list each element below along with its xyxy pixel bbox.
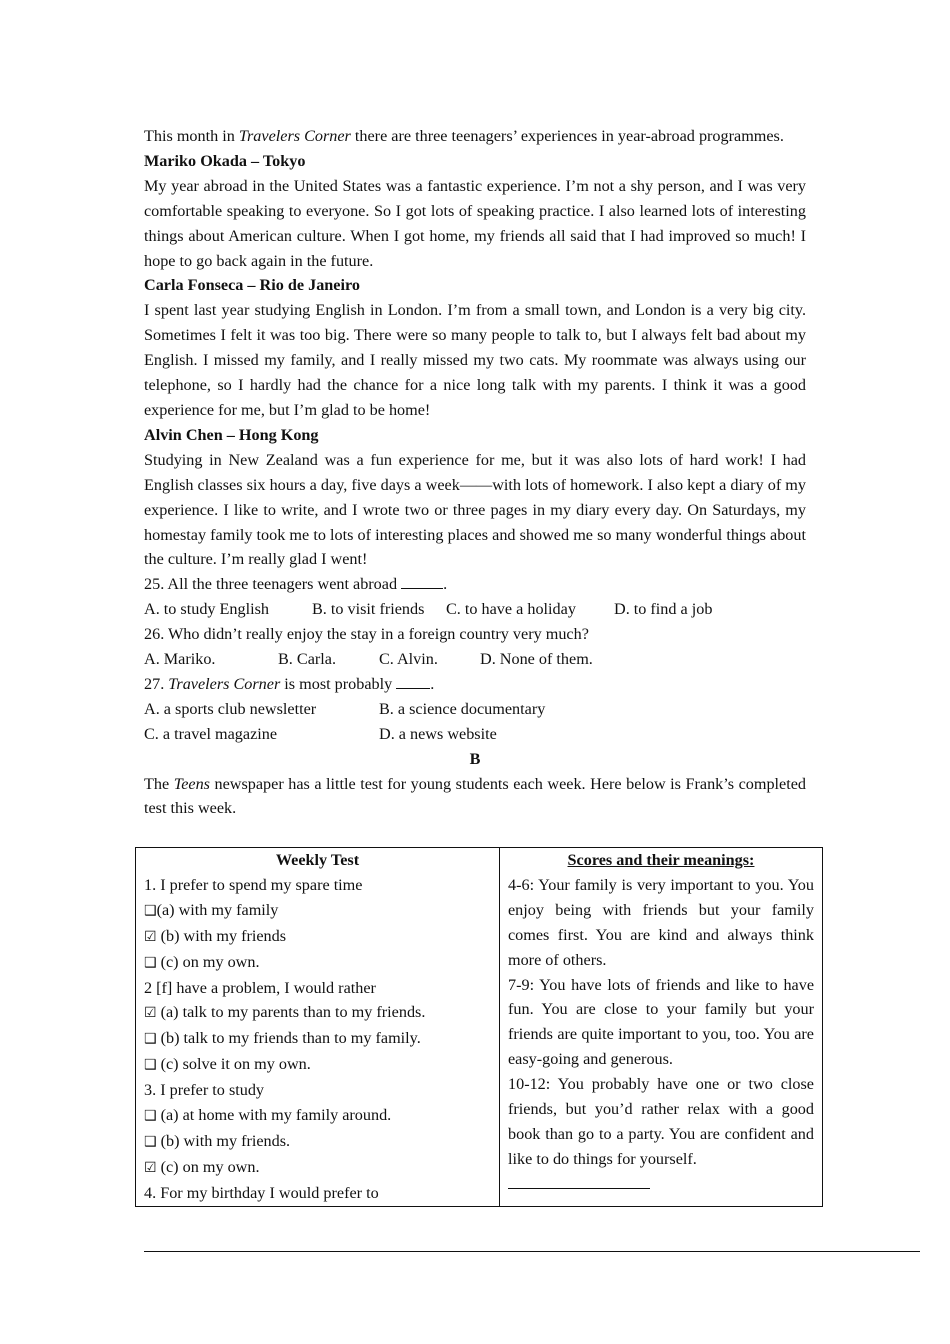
test-line-text: 3. I prefer to study xyxy=(144,1081,265,1100)
test-option xyxy=(144,1026,491,1052)
empty-box-icon[interactable]: ❑ xyxy=(144,1031,157,1048)
answer-blank xyxy=(396,674,430,689)
option-d: D. a news website xyxy=(379,724,497,743)
test-line-text: 1. I prefer to spend my spare time xyxy=(144,875,363,894)
empty-box-icon[interactable]: ❑ xyxy=(144,1133,157,1150)
question-27-options-row2 xyxy=(144,722,806,747)
test-line-text: (b) with my friends xyxy=(156,926,287,945)
option-a: A. Mariko. xyxy=(144,650,216,669)
test-line-text: (c) solve it on my own. xyxy=(156,1055,311,1074)
empty-box-icon[interactable]: ❑ xyxy=(144,1108,157,1125)
score-range-7-9: 7-9: You have lots of friends and like to have fun. You are close to your family but your friends are quite important to you, too. You are easy-going and generous. xyxy=(508,975,814,1069)
question-26-options xyxy=(144,647,806,672)
test-question xyxy=(144,976,491,1001)
magazine-title: Travelers Corner xyxy=(238,127,351,145)
empty-box-icon[interactable]: ❑ xyxy=(144,954,157,971)
checked-box-icon[interactable]: ☑ xyxy=(144,1159,157,1176)
question-25-options xyxy=(144,597,806,622)
test-line-text: (b) talk to my friends than to my family. xyxy=(156,1029,421,1048)
weekly-test-header: Weekly Test xyxy=(275,851,360,869)
option-c: C. a travel magazine xyxy=(144,724,278,743)
weekly-test-column xyxy=(136,848,500,1207)
test-question xyxy=(144,873,491,898)
test-option xyxy=(144,1000,491,1026)
option-a: A. to study English xyxy=(144,600,270,619)
test-option xyxy=(144,950,491,976)
test-option xyxy=(144,1155,491,1181)
person-text-mariko: My year abroad in the United States was a fantastic experience. I’m not a shy person, and I was very comfortable speaking to everyone. So I got lots of speaking practice. I also learned lots of interesting things about American culture. When I got home, my friends all said that I had improved so much! I hope to go back again in the future. xyxy=(144,176,806,270)
person-text-carla: I spent last year studying English in London. I’m from a small town, and London is a very big city. Sometimes I felt it was too big. There were so many people to talk to, but I always felt bad about my English. I missed my family, and I really missed my two cats. My roommate was always using our telephone, so I hardly had the chance for a nice long talk with my parents. I think it was a good experience for me, but I’m glad to be home! xyxy=(144,301,806,419)
test-line-text: (c) on my own. xyxy=(156,1157,260,1176)
person-heading-carla: Carla Fonseca – Rio de Janeiro xyxy=(144,276,360,295)
option-c: C. to have a holiday xyxy=(446,600,576,619)
person-text-alvin: Studying in New Zealand was a fun experience for me, but it was also lots of hard work! I had English classes six hours a day, five days a week——with lots of homework. I also kept a diary of my experience. I like to write, and I wrote two or three pages in my diary every day. On Saturdays, my homestay family took me to lots of interesting places and showed me so many wonderful things about the culture. I’m really glad I went! xyxy=(144,450,806,569)
test-line-text: (a) talk to my parents than to my friends. xyxy=(156,1003,426,1022)
option-d: D. to find a job xyxy=(614,600,713,619)
test-items xyxy=(144,873,491,1206)
test-option xyxy=(144,924,491,950)
test-line-text: (a) with my family xyxy=(156,900,279,919)
empty-box-icon[interactable]: ❑ xyxy=(144,902,157,919)
scores-header: Scores and their meanings: xyxy=(567,851,755,869)
test-option xyxy=(144,1129,491,1155)
score-range-10-12: 10-12: You probably have one or two close friends, but you’d rather relax with a good book than go to a party. You are confident and like to do things for yourself. xyxy=(508,1075,814,1168)
checked-box-icon[interactable]: ☑ xyxy=(144,928,157,945)
test-option xyxy=(144,1103,491,1129)
section-b-label: B xyxy=(469,749,481,768)
test-line-text: (c) on my own. xyxy=(156,952,260,971)
scores-column xyxy=(500,848,823,1207)
test-line-text: 2 [f] have a problem, I would rather xyxy=(144,978,376,997)
empty-box-icon[interactable]: ❑ xyxy=(144,1057,157,1074)
weekly-test-table xyxy=(135,847,823,1207)
test-question xyxy=(144,1078,491,1103)
option-d: D. None of them. xyxy=(480,650,593,669)
option-b: B. a science documentary xyxy=(379,699,546,718)
section-b-intro: The Teens newspaper has a little test for young students each week. Here below is Frank’s completed test this week. xyxy=(144,774,807,818)
test-option xyxy=(144,898,491,924)
document-body xyxy=(144,124,806,821)
question-26: 26. Who didn’t really enjoy the stay in a foreign country very much? xyxy=(144,625,589,644)
test-line-text: (b) with my friends. xyxy=(156,1131,291,1150)
test-line-text: 4. For my birthday I would prefer to xyxy=(144,1183,379,1202)
intro-paragraph: This month in Travelers Corner there are three teenagers’ experiences in year-abroad programmes. xyxy=(144,127,784,145)
option-a: A. a sports club newsletter xyxy=(144,699,317,718)
test-option xyxy=(144,1052,491,1078)
answer-line xyxy=(508,1180,650,1189)
answer-blank xyxy=(401,574,443,589)
option-b: B. Carla. xyxy=(278,650,336,669)
score-range-4-6: 4-6: Your family is very important to you. You enjoy being with friends but your family comes first. You are kind and always think more of others. xyxy=(508,875,814,969)
option-c: C. Alvin. xyxy=(379,650,438,669)
test-question xyxy=(144,1181,491,1206)
checked-box-icon[interactable]: ☑ xyxy=(144,1005,157,1022)
person-heading-alvin: Alvin Chen – Hong Kong xyxy=(144,425,319,444)
footer-rule xyxy=(144,1251,920,1252)
test-line-text: (a) at home with my family around. xyxy=(156,1106,392,1125)
option-b: B. to visit friends xyxy=(312,600,425,619)
question-27-options-row1 xyxy=(144,697,806,722)
person-heading-mariko: Mariko Okada – Tokyo xyxy=(144,151,306,170)
question-25: 25. All the three teenagers went abroad . xyxy=(144,575,448,594)
question-27: 27. Travelers Corner is most probably . xyxy=(144,674,435,693)
